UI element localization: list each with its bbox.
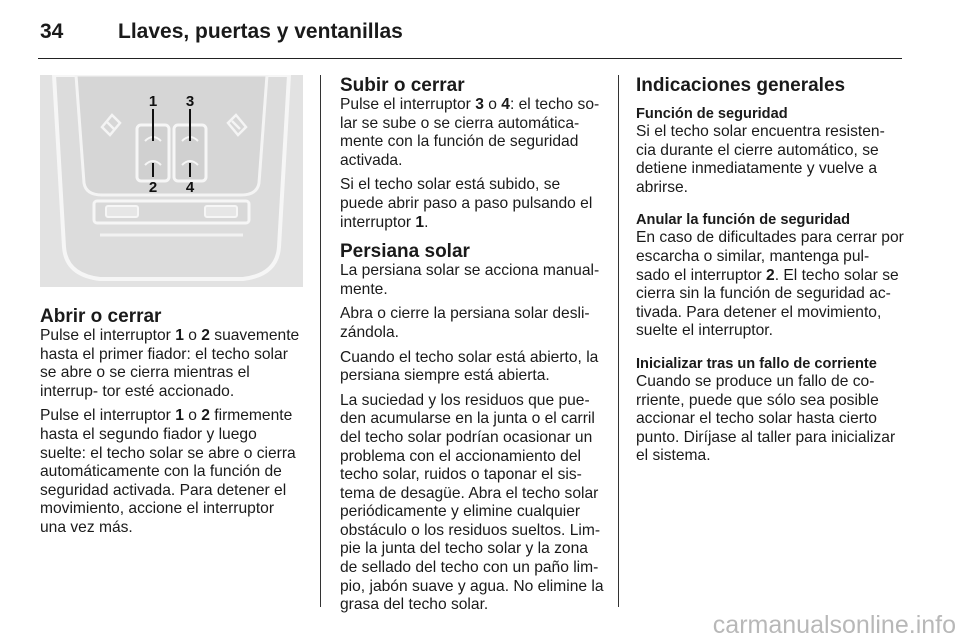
column-3 — [636, 75, 904, 480]
chapter-title: Llaves, puertas y ventanillas — [118, 20, 403, 43]
column-2 — [340, 75, 604, 621]
heading-indicaciones-generales: Indicaciones generales — [636, 75, 846, 96]
callout-4: 4 — [185, 179, 195, 196]
heading-subir-cerrar: Subir o cerrar — [340, 75, 465, 96]
page-header — [38, 18, 902, 59]
column-divider — [320, 75, 321, 607]
column-1 — [40, 75, 304, 544]
subsection-anular-seguridad — [636, 211, 904, 341]
subheading: Inicializar tras un fallo de corriente — [636, 355, 877, 372]
paragraph: Cuando se produce un fallo de co- rriente, puede que sólo sea posible accionar el techo solar hasta cierto punto. Diríjase al taller para inicializar el sistema. — [636, 372, 896, 465]
callout-3: 3 — [185, 93, 195, 110]
sunroof-switch-illustration — [40, 75, 303, 287]
paragraph: Cuando el techo solar está abierto, la persiana siempre está abierta. — [340, 348, 599, 385]
column-divider — [618, 75, 619, 607]
paragraph: La persiana solar se acciona manual- mente. — [340, 262, 600, 298]
paragraph: Abra o cierre la persiana solar desli- zándola. — [340, 305, 590, 341]
paragraph: Pulse el interruptor 3 o 4: el techo so- lar se sube o se cierra automática- mente con la función de seguridad activada. — [340, 96, 600, 169]
paragraph: La suciedad y los residuos que pue- den acumularse en la junta o el carril del techo solar podrían ocasionar un problema con el accionamiento del techo solar, ruidos o taponar el sis- tema de desagüe. Abra el techo solar periódicamente y elimine cualquier obstáculo o los residuos sueltos. Lim- pie la junta del techo solar y la zona de sellado del techo con un paño lim- pio, jabón suave y agua. No elimine la grasa del techo solar. — [340, 391, 604, 614]
paragraph: Si el techo solar está subido, se puede abrir paso a paso pulsando el interruptor 1. — [340, 176, 593, 231]
callout-1: 1 — [148, 93, 158, 110]
heading-persiana-solar: Persiana solar — [340, 241, 470, 263]
heading-abrir-cerrar: Abrir o cerrar — [40, 306, 162, 327]
paragraph: Pulse el interruptor 1 o 2 firmemente hasta el segundo fiador y luego suelte: el techo solar se abre o cierra automáticamente con la función de seguridad activada. Para detener el movimiento, accione el interruptor una vez más. — [40, 407, 296, 536]
page-number: 34 — [40, 20, 64, 43]
watermark: carmanualsonline.info — [712, 611, 956, 639]
callout-2: 2 — [148, 179, 158, 196]
paragraph: En caso de dificultades para cerrar por escarcha o similar, mantenga pul- sado el interruptor 2. El techo solar se cierra sin la función de seguridad ac- tivada. Para detener el movimiento, suelte el interruptor. — [636, 229, 904, 340]
subheading: Función de seguridad — [636, 106, 788, 122]
subheading: Anular la función de seguridad — [636, 212, 851, 229]
subsection-funcion-seguridad — [636, 105, 904, 197]
sunroof-switch-figure — [40, 75, 303, 287]
paragraph: Si el techo solar encuentra resisten- cia durante el cierre automático, se detiene inmediatamente y vuelve a abrirse. — [636, 123, 885, 196]
paragraph: Pulse el interruptor 1 o 2 suavemente hasta el primer fiador: el techo solar se abre o se cierra mientras el interrup- tor esté accionado. — [40, 327, 300, 400]
section-abrir-cerrar — [40, 306, 304, 538]
subsection-inicializar — [636, 355, 904, 466]
